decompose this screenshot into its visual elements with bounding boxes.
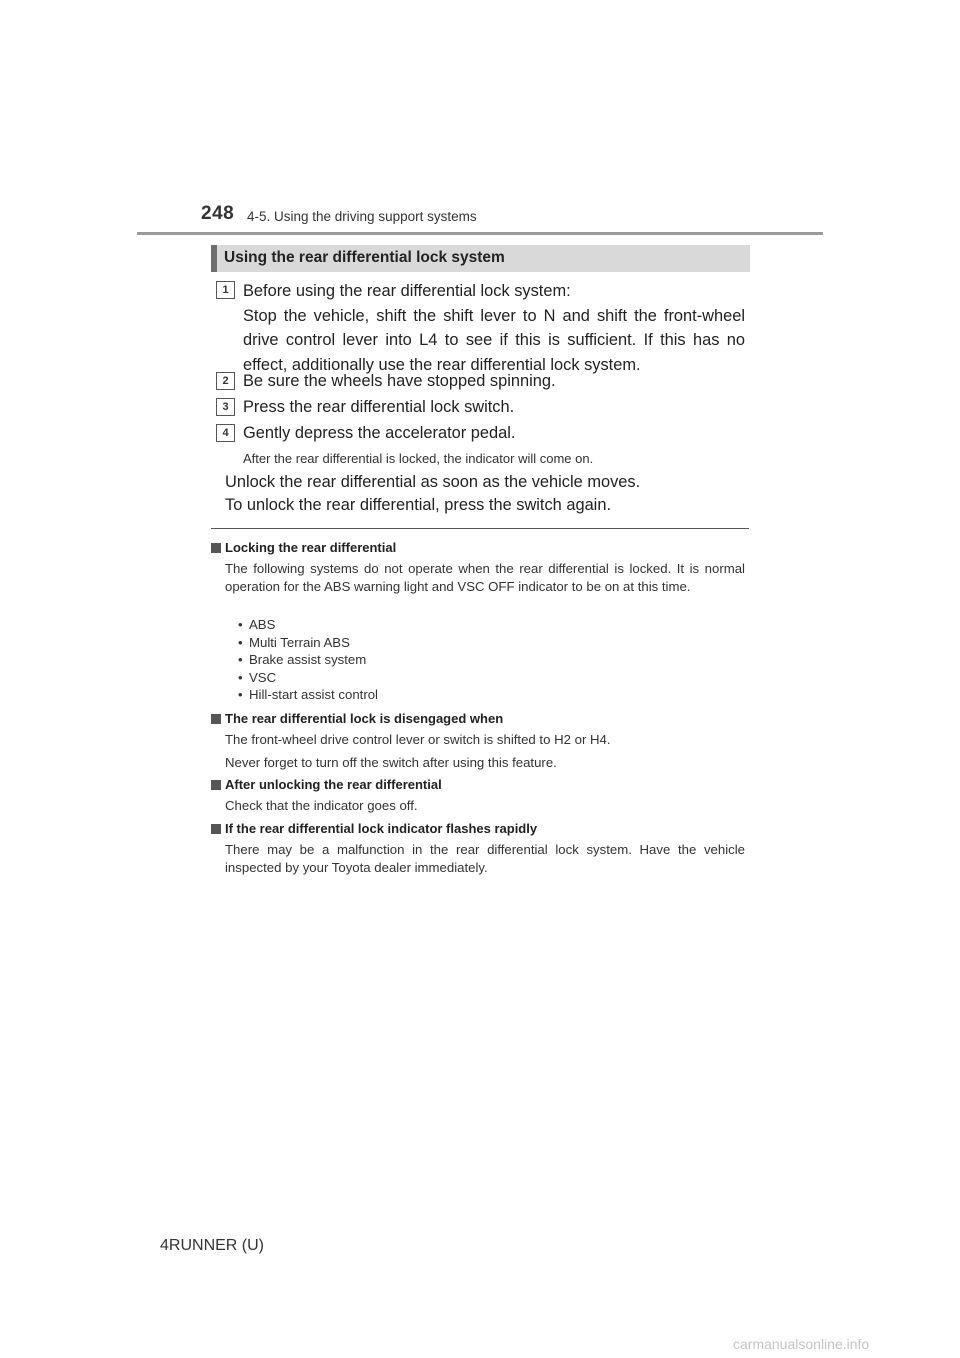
note-heading-disengaged	[211, 711, 503, 726]
square-bullet-icon	[211, 824, 221, 834]
unlock-line-2: To unlock the rear differential, press the switch again.	[225, 496, 611, 514]
note-heading-locking	[211, 540, 396, 555]
note-text-disengaged-2: Never forget to turn off the switch after using this feature.	[225, 755, 557, 770]
list-item: • Multi Terrain ABS	[238, 634, 378, 652]
square-bullet-icon	[211, 780, 221, 790]
step-number-1: 1	[216, 281, 235, 299]
step-4-note: After the rear differential is locked, the indicator will come on.	[243, 451, 594, 466]
list-item: • Hill-start assist control	[238, 686, 378, 704]
disabled-systems-list	[238, 616, 378, 704]
note-heading-flashes	[211, 821, 537, 836]
step-1-detail: Stop the vehicle, shift the shift lever to N and shift the front-wheel drive control lever into L4 to see if this is sufficient. If this has no effect, additionally use the rear differential lock system.	[243, 306, 745, 374]
square-bullet-icon	[211, 714, 221, 724]
step-4-text: Gently depress the accelerator pedal.	[243, 424, 516, 442]
list-item: • VSC	[238, 669, 378, 687]
section-bar-title: Using the rear differential lock system	[224, 249, 505, 266]
note-text-flashes: There may be a malfunction in the rear differential lock system. Have the vehicle inspected by your Toyota dealer immediately.	[225, 842, 745, 875]
note-heading-after-unlocking	[211, 777, 442, 792]
step-1-intro: Before using the rear differential lock system:	[243, 282, 571, 300]
header-rule	[137, 232, 823, 235]
mid-rule	[211, 528, 749, 529]
step-3-text: Press the rear differential lock switch.	[243, 398, 515, 416]
note-text-after-unlocking: Check that the indicator goes off.	[225, 798, 418, 813]
note-heading-text: After unlocking the rear differential	[225, 777, 442, 792]
note-heading-text: Locking the rear differential	[225, 540, 397, 555]
watermark: carmanualsonline.info	[733, 1336, 870, 1352]
note-heading-text: If the rear differential lock indicator flashes rapidly	[225, 821, 538, 836]
section-bar	[211, 245, 750, 272]
step-number-3: 3	[216, 398, 235, 416]
note-heading-text: The rear differential lock is disengaged when	[225, 711, 504, 726]
note-text-locking: The following systems do not operate when the rear differential is locked. It is normal operation for the ABS warning light and VSC OFF indicator to be on at this time.	[225, 561, 745, 594]
step-number-2: 2	[216, 372, 235, 390]
unlock-line-1: Unlock the rear differential as soon as the vehicle moves.	[225, 473, 641, 491]
page-number: 248	[201, 203, 235, 224]
section-title: 4-5. Using the driving support systems	[247, 209, 477, 224]
footer-model: 4RUNNER (U)	[160, 1237, 264, 1254]
step-number-4: 4	[216, 424, 235, 442]
note-text-disengaged: The front-wheel drive control lever or switch is shifted to H2 or H4.	[225, 732, 611, 747]
square-bullet-icon	[211, 543, 221, 553]
list-item: • ABS	[238, 616, 378, 634]
section-bar-accent	[211, 245, 217, 272]
list-item: • Brake assist system	[238, 651, 378, 669]
step-2-text: Be sure the wheels have stopped spinning.	[243, 372, 556, 390]
step-1-text	[243, 279, 745, 377]
